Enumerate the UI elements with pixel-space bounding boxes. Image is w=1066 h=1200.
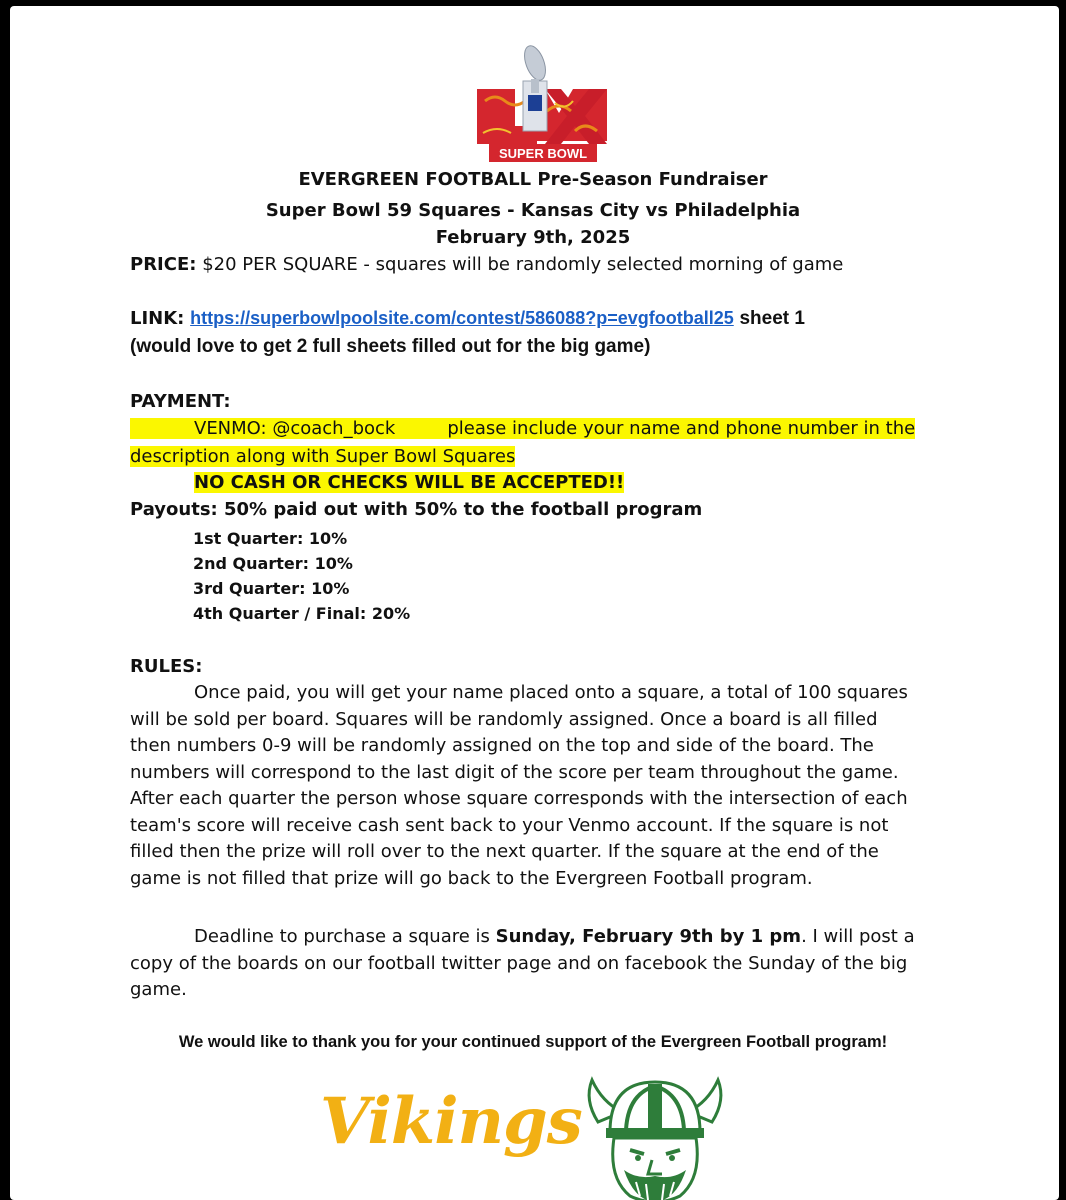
rules-label: RULES:	[130, 656, 203, 677]
link-suffix: sheet 1	[739, 308, 805, 329]
venmo-instructions-line-2	[130, 446, 515, 467]
document-page	[10, 6, 1059, 1200]
payouts-heading: Payouts: 50% paid out with 50% to the football program	[130, 499, 703, 520]
payout-item: 2nd Quarter: 10%	[193, 554, 353, 573]
deadline-prefix: Deadline to purchase a square is	[194, 926, 496, 947]
link-line	[130, 308, 805, 330]
title-line-3: February 9th, 2025	[435, 227, 631, 248]
super-bowl-logo	[475, 41, 610, 166]
venmo-instructions-1: please include your name and phone number in the	[395, 418, 915, 439]
contest-link[interactable]: https://superbowlpoolsite.com/contest/586088?p=evgfootball25	[190, 308, 734, 328]
rules-line: game is not filled that prize will go back to the Evergreen Football program.	[130, 867, 813, 889]
rules-line: numbers will correspond to the last digit of the score per team throughout the game.	[130, 761, 899, 783]
price-label: PRICE:	[130, 254, 197, 275]
payout-item: 4th Quarter / Final: 20%	[193, 604, 411, 623]
rules-line: then numbers 0-9 will be randomly assigned on the top and side of the board. The	[130, 735, 874, 756]
title-line-2: Super Bowl 59 Squares - Kansas City vs Philadelphia	[265, 200, 801, 221]
thank-you-note: We would like to thank you for your continued support of the Evergreen Football program!	[178, 1033, 888, 1051]
price-text: $20 PER SQUARE - squares will be randomly selected morning of game	[202, 254, 844, 275]
no-cash-notice: NO CASH OR CHECKS WILL BE ACCEPTED!!	[194, 472, 625, 493]
no-cash-line	[194, 472, 624, 493]
payout-item: 1st Quarter: 10%	[193, 529, 348, 548]
rules-paragraph	[130, 680, 930, 892]
deadline-date: Sunday, February 9th by 1 pm	[495, 926, 802, 947]
rules-line: filled then the prize will roll over to the next quarter. If the square at the end of the	[130, 841, 879, 862]
deadline-paragraph	[130, 924, 930, 1004]
venmo-handle: VENMO: @coach_bock	[130, 418, 395, 439]
title-line-1: EVERGREEN FOOTBALL Pre-Season Fundraiser	[298, 169, 768, 190]
rules-line: After each quarter the person whose square corresponds with the intersection of each	[130, 788, 908, 809]
vikings-wordmark: Vikings	[320, 1084, 582, 1159]
deadline-line-3: game.	[130, 979, 187, 1000]
rules-line: team's score will receive cash sent back to your Venmo account. If the square is not	[130, 814, 889, 836]
payout-item: 3rd Quarter: 10%	[193, 579, 350, 598]
link-note: (would love to get 2 full sheets filled out for the big game)	[130, 336, 651, 357]
venmo-instructions-2: description along with Super Bowl Squares	[130, 446, 516, 467]
deadline-line-2: copy of the boards on our football twitter page and on facebook the Sunday of the big	[130, 952, 908, 974]
viking-head-logo	[580, 1074, 730, 1200]
rules-line: will be sold per board. Squares will be randomly assigned. Once a board is all filled	[130, 708, 878, 730]
link-label: LINK:	[130, 308, 185, 329]
deadline-line-1	[130, 924, 930, 951]
super-bowl-logo-text: SUPER BOWL	[498, 146, 588, 161]
rules-line: Once paid, you will get your name placed onto a square, a total of 100 squares	[194, 682, 908, 703]
venmo-line	[130, 418, 930, 439]
payment-label: PAYMENT:	[130, 391, 231, 412]
price-line	[130, 254, 843, 275]
deadline-suffix: . I will post a	[801, 926, 915, 947]
